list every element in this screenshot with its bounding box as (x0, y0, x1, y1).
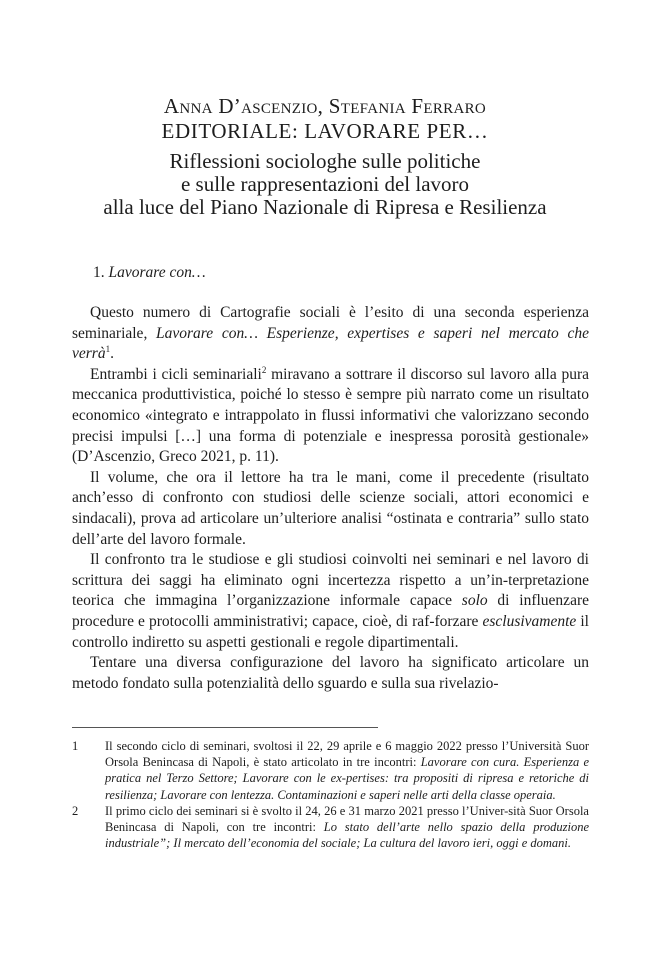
footnote-2-body: Il primo ciclo dei seminari si è svolto il 24, 26 e 31 marzo 2021 presso l’Univer-sità Suor Orsola Benincasa di Napoli, con tre incontri: (105, 803, 589, 835)
paragraph-1 (72, 303, 589, 365)
article-subtitle (0, 150, 650, 219)
paragraph-4-text-a: Il confronto tra le studiose e gli studiosi coinvolti nei seminari e nel lavoro di scrittura dei saggi ha eliminato ogni incertezza rispetto a un’in-terpretazione teorica che immagina l’organizzazione informale capace (72, 551, 589, 610)
body-text (72, 303, 589, 694)
footnote-ref-2: 2 (261, 364, 267, 375)
footnote-1 (72, 738, 589, 803)
footnote-2-text (105, 803, 589, 852)
section-number: 1. (93, 264, 105, 281)
footnote-2 (72, 803, 589, 852)
paragraph-3: Il volume, che ora il lettore ha tra le mani, come il precedente (risultato anch’esso di confronto con studiosi delle scienze sociali, attori economici e sindacali), prova ad articolare un’ulteriore analisi “ostinata e contraria” sullo stato dell’arte del lavoro formale. (72, 468, 589, 548)
paragraph-1-end: . (110, 345, 114, 363)
subtitle-line-2: e sulle rappresentazioni del lavoro (180, 172, 470, 196)
emphasis-esclusivamente: esclusivamente (482, 612, 577, 630)
paragraph-4-text-b: di influenzare procedure e protocolli amministrativi; capace, cioè, di raf-forzare (72, 592, 589, 630)
paragraph-2 (72, 365, 589, 468)
authors-line: Anna D’ascenzio, Stefania Ferraro (163, 94, 487, 118)
footnotes (72, 738, 589, 851)
article-title: EDITORIALE: LAVORARE PER… (161, 119, 489, 143)
paragraph-5: Tentare una diversa configurazione del lavoro ha significato articolare un metodo fondato sulla potenzialità dello sguardo e sulla sua rivelazio- (72, 654, 589, 692)
paragraph-1-text: Questo numero di Cartografie sociali è l’esito di una seconda esperienza seminariale, (72, 304, 589, 342)
footnote-1-titles: Lavorare con cura. Esperienza e pratica nel Terzo Settore; Lavorare con le ex-pertises: tra propositi di ripresa e retoriche di resilienza; Lavorare con lentezza. Contaminazioni e saperi nelle arti della classe operaia. (105, 755, 589, 802)
paragraph-4-text-c: il controllo indiretto su aspetti gestionali e regole dipartimentali. (72, 612, 589, 651)
section-heading (93, 263, 206, 283)
subtitle-line-1: Riflessioni sociologhe sulle politiche (169, 149, 481, 173)
paragraph-2-text-a: Entrambi i cicli seminariali (90, 365, 262, 383)
footnote-1-text (105, 738, 589, 803)
footnote-2-titles: Lo stato dell’arte nello spazio della produzione industriale”; Il mercato dell’economia del sociale; La cultura del lavoro ieri, oggi e domani. (105, 820, 589, 851)
footnote-2-number: 2 (72, 803, 79, 818)
subtitle-line-3: alla luce del Piano Nazionale di Ripresa e Resilienza (103, 195, 547, 219)
paragraph-4 (72, 550, 589, 653)
footnote-1-body: Il secondo ciclo di seminari, svoltosi il 22, 29 aprile e 6 maggio 2022 presso l’Università Suor Orsola Benincasa di Napoli, è stato articolato in tre incontri: (105, 739, 589, 770)
footnote-1-number: 1 (72, 739, 79, 753)
emphasis-solo: solo (461, 592, 488, 610)
paragraph-2-text-b: miravano a sottrare il discorso sul lavoro alla pura meccanica produttivistica, poiché lo stesso è sempre più narrato come un risultato economico «integrato e intrappolato in flussi informativi che valorizzano secondo precisi impulsi […] una forma di potenziale e inespressa porosità gestionale» (D’Ascenzio, Greco 2021, p. 11). (72, 365, 590, 466)
section-title: Lavorare con… (108, 264, 206, 281)
seminar-title: Lavorare con… Esperienze, expertises e saperi nel mercato che verrà (72, 324, 589, 363)
footnote-separator (72, 727, 378, 728)
footnote-ref-1: 1 (105, 344, 111, 355)
